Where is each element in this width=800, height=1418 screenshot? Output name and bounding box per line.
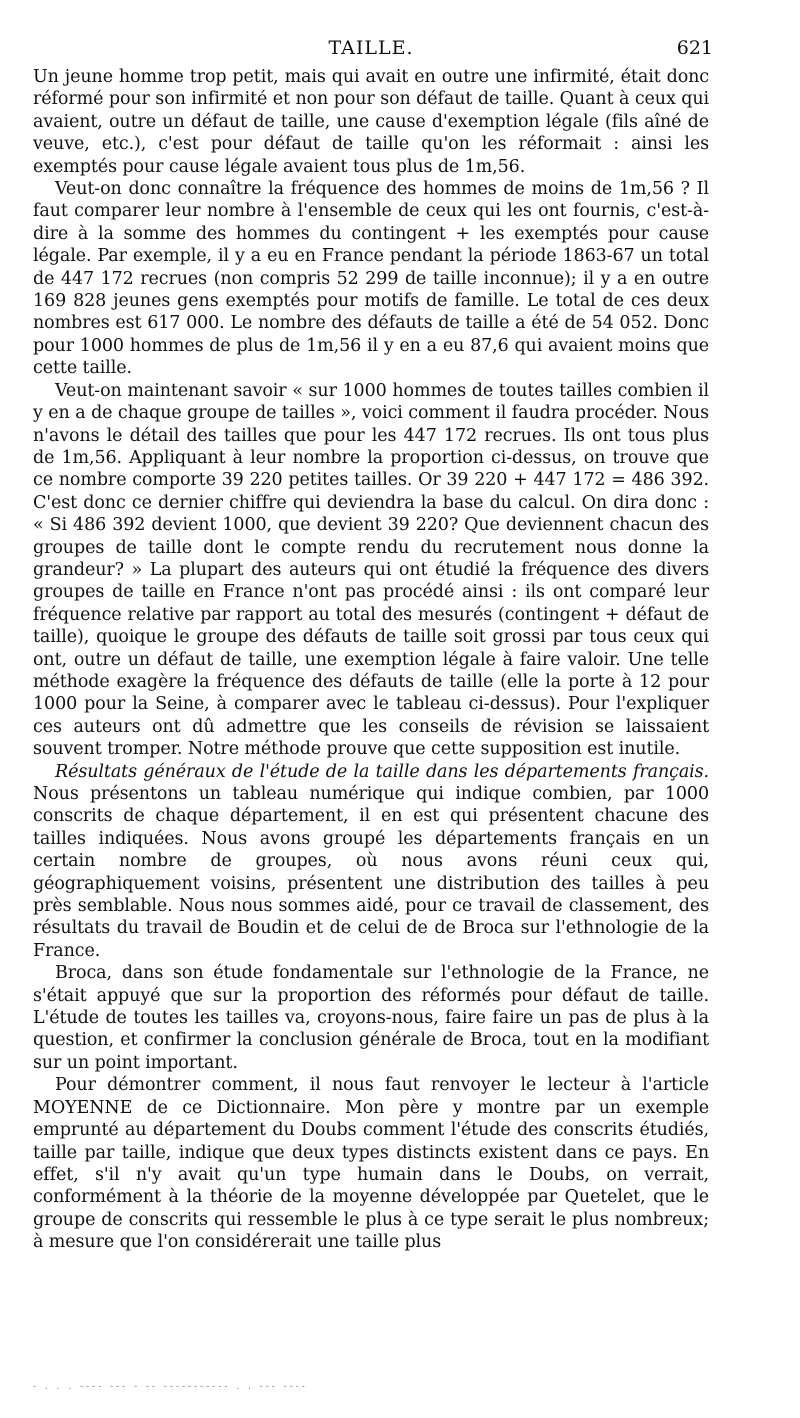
paragraph-text: Pour démontrer comment, il nous faut renvoyer le lecteur à l'article MOYENNE de ce Dictionnaire. Mon père y montre par un exemple emprunté au département du Doubs comment l'étude des conscrits étudiés, taille par taille, indique que deux types distincts existent dans ce pays. En effet, s'il n'y avait qu'un type humain dans le Doubs, on verrait, conformément à la théorie de la moyenne développée par Quetelet, que le groupe de conscrits qui ressemble le plus à ce type serait le plus nombreux; à mesure que l'on considérerait une taille plus bbox=[33, 1075, 709, 1253]
paragraph-text: Nous présentons un tableau numérique qui indique combien, par 1000 conscrits de chaque département, il en est qui présentent chacune des tailles indiquées. Nous avons groupé les départements français en un certain nombre de groupes, où nous avons réuni ceux qui, géographiquement voisins, présentent une distribution des tailles à peu près semblable. Nous nous sommes aidé, pour ce travail de classement, des résultats du travail de Boudin et de celui de de Broca sur l'ethnologie de la France. bbox=[33, 784, 709, 961]
paragraph-4 bbox=[33, 761, 709, 963]
paragraph-3 bbox=[33, 380, 709, 761]
section-lead: Résultats généraux de l'étude de la taille dans les départements français. bbox=[55, 761, 709, 782]
page-header bbox=[33, 36, 713, 66]
paragraph-5 bbox=[33, 962, 709, 1074]
paragraph-6 bbox=[33, 1074, 709, 1253]
paragraph-text: Broca, dans son étude fondamentale sur l'ethnologie de la France, ne s'était appuyé que sur la proportion des réformés pour défaut de taille. L'étude de toutes les tailles va, croyons-nous, faire faire un pas de plus à la question, et confirmer la conclusion générale de Broca, tout en la modifiant sur un point important. bbox=[33, 963, 709, 1073]
page-number: 621 bbox=[676, 37, 713, 59]
document-page bbox=[33, 0, 713, 1254]
running-head: TAILLE. bbox=[328, 37, 414, 59]
footer-scan-marks: - . . . ---- --- - -- ----------- . . --- ---- bbox=[33, 1382, 308, 1390]
body-text bbox=[33, 66, 709, 1254]
paragraph-text: Un jeune homme trop petit, mais qui avait en outre une infirmité, était donc réformé pour son infirmité et non pour son défaut de taille. Quant à ceux qui avaient, outre un défaut de taille, une cause d'exemption légale (fils aîné de veuve, etc.), c'est pour défaut de taille qu'on les réformait : ainsi les exemptés pour cause légale avaient tous plus de 1m,56. bbox=[33, 67, 709, 177]
paragraph-text: Veut-on donc connaître la fréquence des hommes de moins de 1m,56 ? Il faut comparer leur nombre à l'ensemble de ceux qui les ont fournis, c'est-à-dire à la somme des hommes du contingent + les exemptés pour cause légale. Par exemple, il y a eu en France pendant la période 1863-67 un total de 447 172 recrues (non compris 52 299 de taille inconnue); il y a en outre 169 828 jeunes gens exemptés pour motifs de famille. Le total de ces deux nombres est 617 000. Le nombre des défauts de taille a été de 54 052. Donc pour 1000 hommes de plus de 1m,56 il y en a eu 87,6 qui avaient moins que cette taille. bbox=[33, 179, 709, 379]
paragraph-1 bbox=[33, 66, 709, 178]
paragraph-2 bbox=[33, 178, 709, 380]
paragraph-text: Veut-on maintenant savoir « sur 1000 hommes de toutes tailles combien il y en a de chaque groupe de tailles », voici comment il faudra procéder. Nous n'avons le détail des tailles que pour les 447 172 recrues. Ils ont tous plus de 1m,56. Appliquant à leur nombre la proportion ci-dessus, on trouve que ce nombre comporte 39 220 petites tailles. Or 39 220 + 447 172 = 486 392. C'est donc ce dernier chiffre qui deviendra la base du calcul. On dira donc : « Si 486 392 devient 1000, que devient 39 220? Que deviennent chacun des groupes de taille dont le compte rendu du recrutement nous donne la grandeur? » La plupart des auteurs qui ont étudié la fréquence des divers groupes de taille en France n'ont pas procédé ainsi : ils ont comparé leur fréquence relative par rapport au total des mesurés (contingent + défaut de taille), quoique le groupe des défauts de taille soit grossi par tous ceux qui ont, outre un défaut de taille, une exemption légale à faire valoir. Une telle méthode exagère la fréquence des défauts de taille (elle la porte à 12 pour 1000 pour la Seine, à comparer avec le tableau ci-dessus). Pour l'expliquer ces auteurs ont dû admettre que les conseils de révision se laissaient souvent tromper. Notre méthode prouve que cette supposition est inutile. bbox=[33, 380, 709, 760]
